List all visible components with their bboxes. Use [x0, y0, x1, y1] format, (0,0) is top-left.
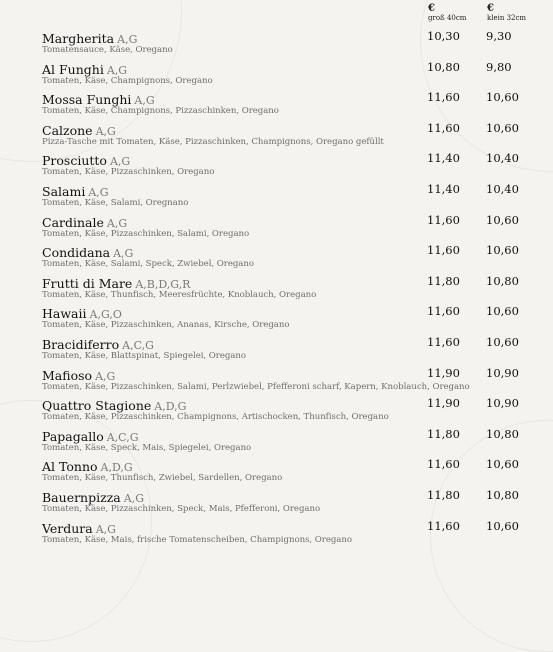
column-header-small: [487, 4, 533, 22]
item-name: Verdura: [42, 520, 93, 536]
menu-item: [42, 89, 542, 120]
menu-item: [42, 487, 542, 518]
item-allergens: A,G: [95, 522, 116, 536]
item-name: Hawaii: [42, 306, 87, 322]
price-small: 10,60: [486, 457, 519, 472]
menu-item: [42, 365, 542, 396]
menu-item: [42, 181, 542, 212]
item-name: Mossa Funghi: [42, 92, 132, 108]
item-allergens: A,G: [134, 94, 155, 108]
column-header-large: [428, 4, 474, 22]
item-description: Tomaten, Käse, Pizzaschinken, Oregano: [42, 167, 215, 178]
item-allergens: A,G: [109, 155, 131, 169]
price-large: 11,60: [427, 457, 460, 472]
menu-item: [42, 150, 542, 181]
price-large: 11,80: [427, 426, 460, 441]
price-large: 11,80: [427, 488, 460, 502]
menu-item: [42, 395, 542, 426]
item-description: Tomatensauce, Käse, Oregano: [42, 45, 173, 55]
item-description: Tomaten, Käse, Thunfisch, Meeresfrüchte, Knoblauch, Oregano: [42, 289, 317, 300]
item-name: Papagallo: [42, 428, 104, 444]
item-allergens: A,D,G: [154, 400, 187, 414]
price-small: 10,40: [486, 151, 519, 166]
price-large: 11,60: [427, 212, 460, 227]
price-small: 10,60: [486, 212, 519, 227]
price-small: 10,60: [486, 243, 519, 258]
item-allergens: A,G: [95, 124, 116, 138]
item-description: Tomaten, Käse, Pizzaschinken, Salami, Perlzwiebel, Pfefferoni scharf, Kapern, Knoblauch, Oregano: [42, 381, 470, 392]
size-label-large: groß 40cm: [428, 14, 467, 22]
item-allergens: A,B,D,G,R: [135, 277, 191, 291]
item-description: Tomaten, Käse, Pizzaschinken, Salami, Oregano: [42, 228, 250, 239]
item-description: Pizza-Tasche mit Tomaten, Käse, Pizzaschinken, Champignons, Oregano gefüllt: [42, 136, 384, 147]
item-description: Tomaten, Käse, Salami, Oregnano: [42, 198, 189, 208]
menu-item: [42, 120, 542, 151]
price-large: 11,40: [427, 182, 460, 196]
item-name: Prosciutto: [42, 153, 107, 169]
menu-item: [42, 456, 542, 487]
currency-symbol: €: [428, 3, 435, 14]
price-large: 11,60: [427, 243, 460, 258]
item-name: Mafioso: [42, 367, 93, 383]
item-name: Quattro Stagione: [42, 398, 152, 414]
item-allergens: A,G: [106, 63, 128, 77]
item-allergens: A,G: [106, 216, 128, 230]
price-large: 11,60: [427, 518, 460, 533]
price-small: 10,80: [486, 426, 519, 441]
menu-item: [42, 59, 542, 90]
item-description: Tomaten, Käse, Champignons, Pizzaschinken, Oregano: [42, 106, 279, 117]
menu-item: [42, 426, 542, 457]
item-allergens: A,C,G: [106, 430, 139, 444]
price-large: 11,60: [427, 335, 460, 349]
item-description: Tomaten, Käse, Thunfisch, Zwiebel, Sardellen, Oregano: [42, 473, 283, 484]
item-name: Margherita: [42, 31, 115, 46]
price-large: 11,60: [427, 304, 460, 319]
price-small: 9,30: [486, 29, 512, 43]
menu-item: [42, 334, 542, 365]
menu-item: [42, 273, 542, 304]
item-name: Salami: [42, 184, 86, 199]
currency-symbol: €: [487, 3, 494, 14]
price-small: 10,80: [486, 273, 519, 288]
price-small: 10,90: [486, 365, 519, 380]
price-large: 10,30: [427, 29, 460, 43]
menu-item: [42, 212, 542, 243]
item-description: Tomaten, Käse, Salami, Speck, Zwiebel, Oregano: [42, 259, 254, 270]
item-description: Tomaten, Käse, Champignons, Oregano: [42, 75, 213, 86]
item-name: Al Funghi: [42, 61, 104, 77]
price-large: 11,90: [427, 396, 460, 411]
price-small: 10,80: [486, 488, 519, 502]
price-large: 11,60: [427, 120, 460, 135]
item-allergens: A,G: [95, 369, 116, 383]
item-name: Bauernpizza: [42, 490, 121, 505]
price-small: 10,60: [486, 335, 519, 349]
price-large: 11,80: [427, 273, 460, 288]
price-small: 10,40: [486, 182, 519, 196]
size-label-small: klein 32cm: [487, 14, 527, 22]
item-allergens: A,G: [123, 492, 144, 505]
item-name: Frutti di Mare: [42, 275, 133, 291]
item-description: Tomaten, Käse, Speck, Mais, Spiegelei, Oregano: [42, 442, 252, 453]
item-description: Tomaten, Käse, Blattspinat, Spiegelei, Oregano: [42, 351, 247, 361]
item-allergens: A,G: [88, 186, 109, 199]
item-description: Tomaten, Käse, Mais, frische Tomatenscheiben, Champignons, Oregano: [42, 534, 352, 545]
menu-item: [42, 28, 542, 59]
item-name: Cardinale: [42, 214, 104, 230]
item-name: Bracidiferro: [42, 337, 120, 352]
item-name: Condidana: [42, 245, 111, 261]
menu-item: [42, 242, 542, 273]
price-small: 10,60: [486, 120, 519, 135]
price-small: 10,60: [486, 518, 519, 533]
price-small: 10,90: [486, 396, 519, 411]
menu-item: [42, 303, 542, 334]
price-large: 11,60: [427, 90, 460, 105]
price-large: 11,40: [427, 151, 460, 166]
item-name: Al Tonno: [42, 459, 98, 475]
item-allergens: A,G: [113, 247, 134, 261]
item-description: Tomaten, Käse, Pizzaschinken, Champignons, Artischocken, Thunfisch, Oregano: [42, 412, 389, 423]
price-large: 11,90: [427, 365, 460, 380]
item-allergens: A,G,O: [89, 308, 122, 322]
item-allergens: A,D,G: [100, 461, 133, 475]
item-allergens: A,C,G: [122, 339, 154, 352]
menu-item: [42, 518, 542, 549]
price-small: 10,60: [486, 90, 519, 105]
item-name: Calzone: [42, 122, 93, 138]
price-small: 10,60: [486, 304, 519, 319]
item-description: Tomaten, Käse, Pizzaschinken, Speck, Mais, Pfefferoni, Oregano: [42, 504, 321, 514]
price-small: 9,80: [486, 59, 512, 74]
price-large: 10,80: [427, 59, 460, 74]
item-description: Tomaten, Käse, Pizzaschinken, Ananas, Kirsche, Oregano: [42, 320, 290, 331]
item-allergens: A,G: [117, 33, 138, 46]
